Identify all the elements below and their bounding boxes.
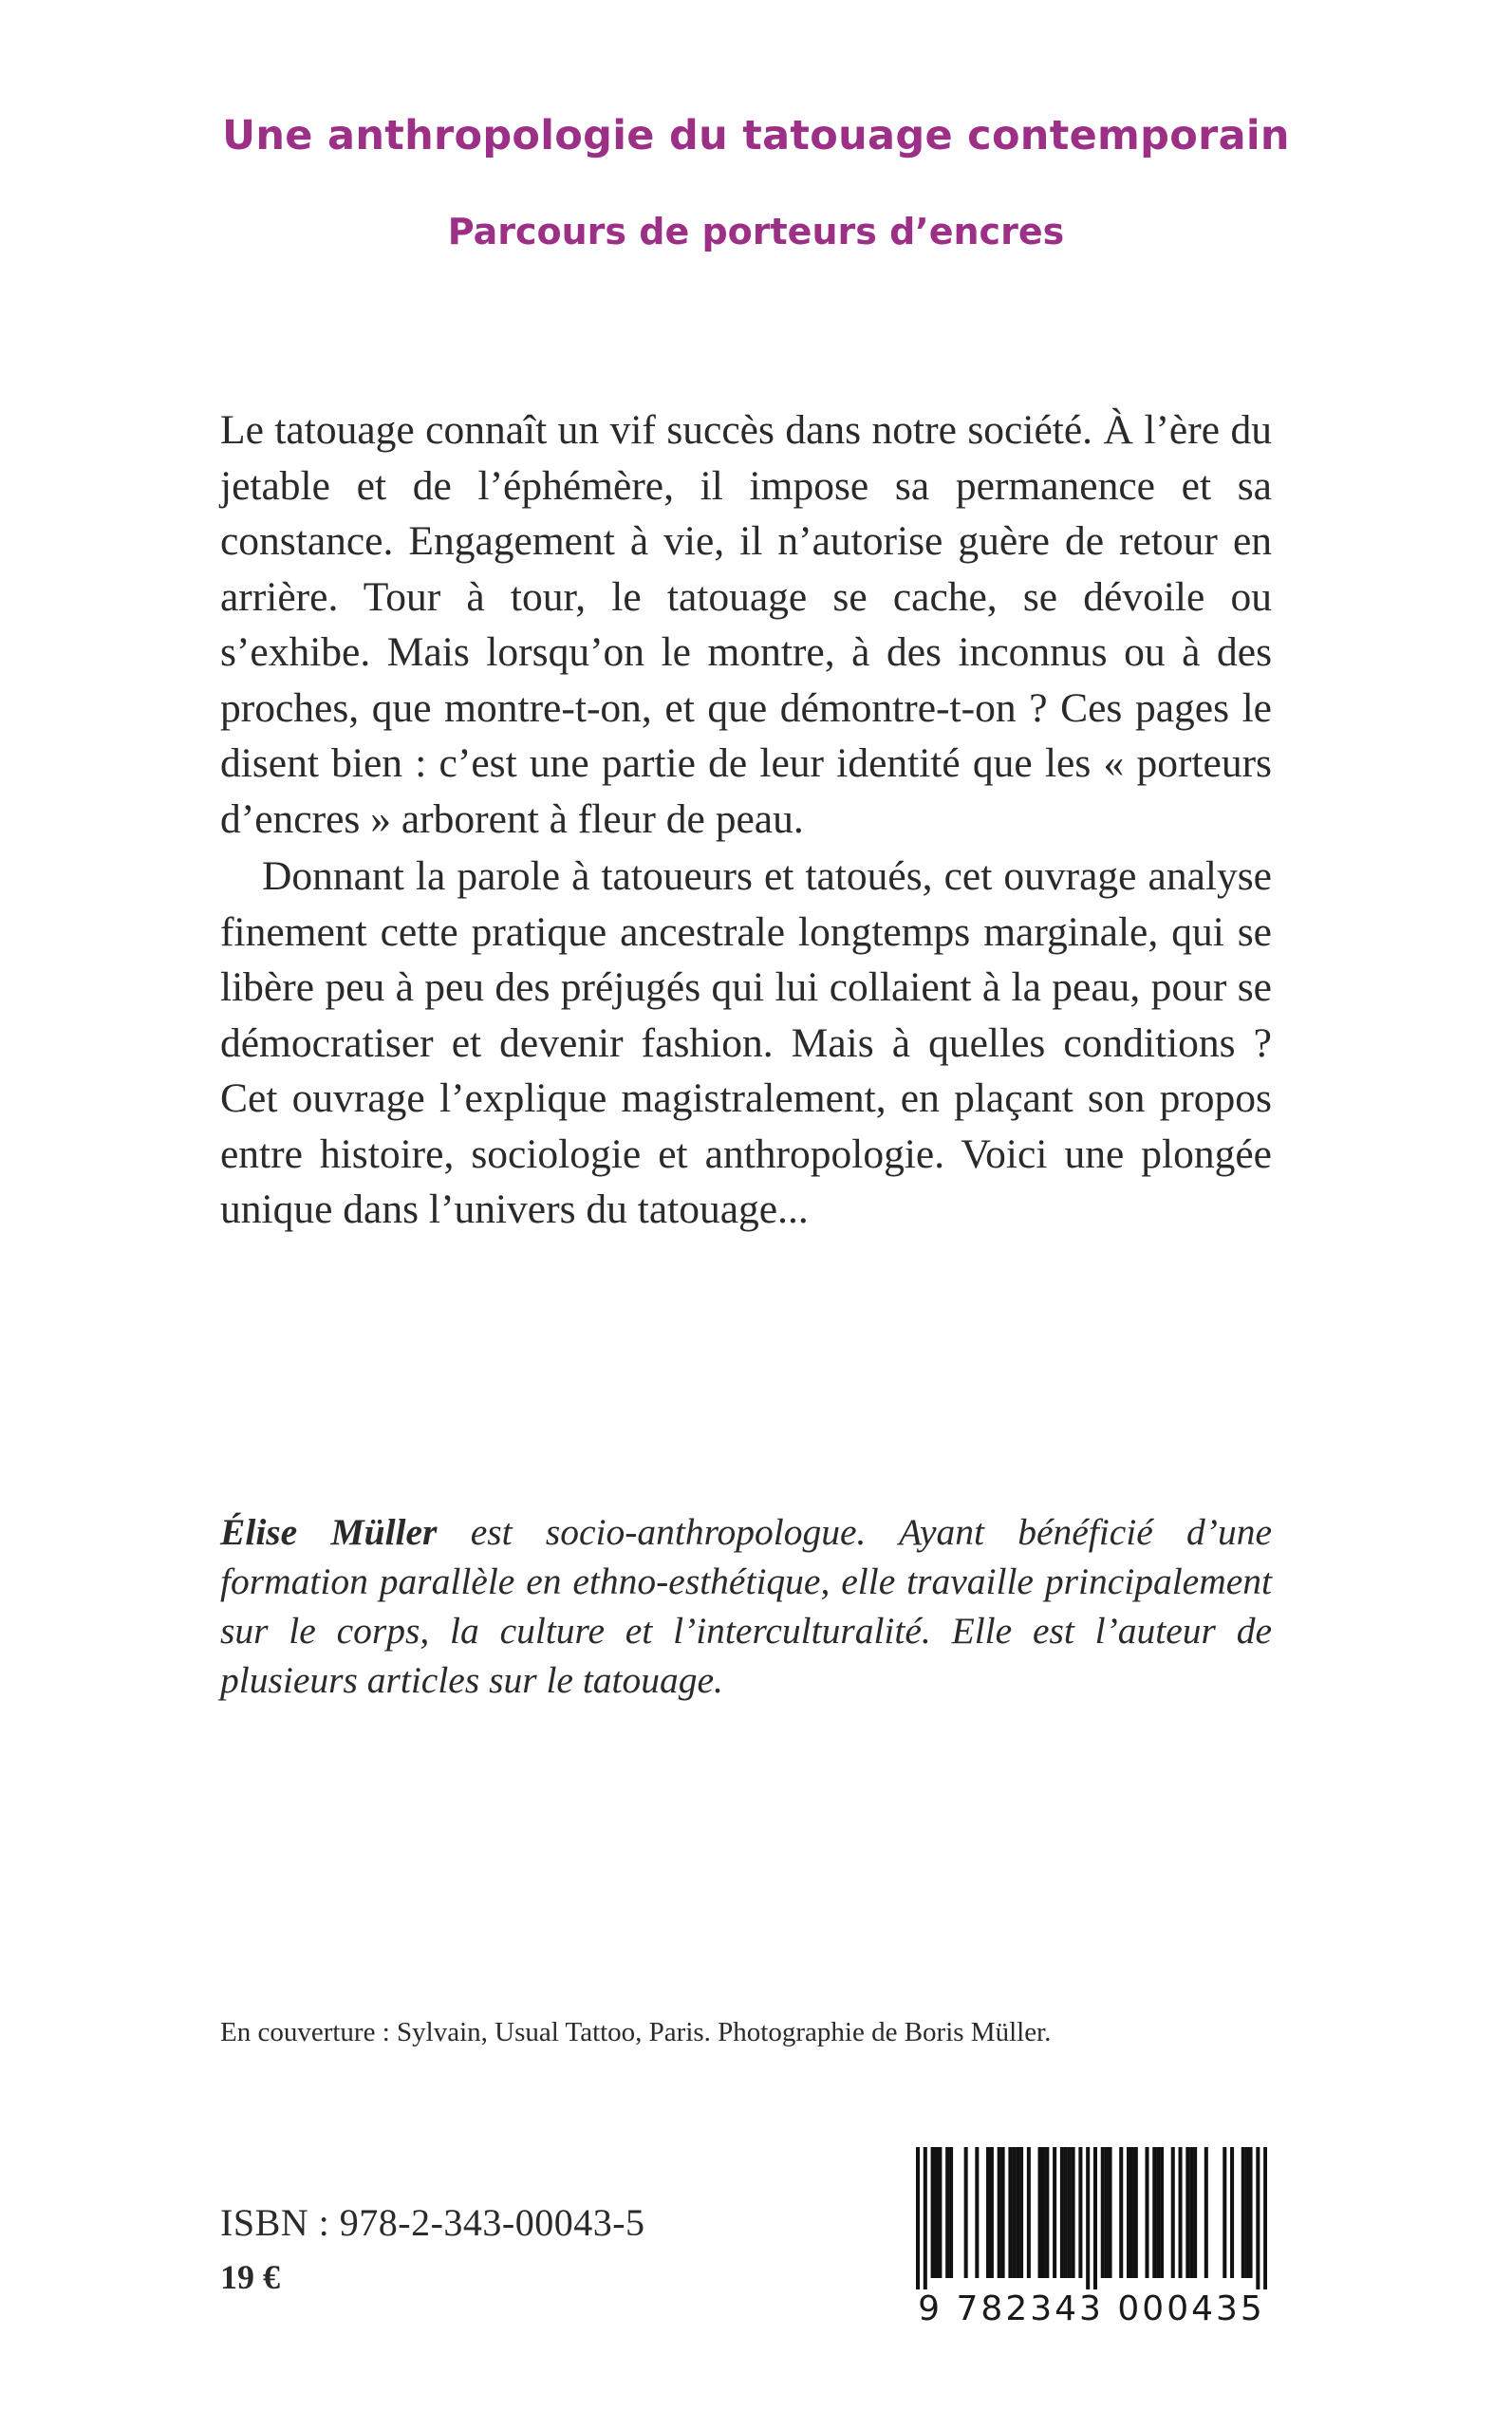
back-cover-blurb xyxy=(220,402,1272,1238)
barcode-bar xyxy=(1012,2147,1016,2278)
barcode-bar xyxy=(986,2147,990,2278)
barcode-bar xyxy=(931,2147,935,2278)
barcode-bar xyxy=(990,2147,994,2278)
barcode-bar xyxy=(1223,2147,1226,2278)
isbn: ISBN : 978-2-343-00043-5 xyxy=(220,2201,645,2244)
barcode-guard-bar xyxy=(1263,2147,1267,2289)
barcode-bar xyxy=(1101,2147,1105,2278)
barcode-bar xyxy=(1109,2147,1112,2278)
barcode-guard-bar xyxy=(916,2147,920,2289)
author-name: Élise Müller xyxy=(220,1511,438,1553)
barcode-bar xyxy=(1152,2147,1156,2278)
barcode-bar xyxy=(1249,2147,1253,2278)
barcode-guard-bar xyxy=(1086,2147,1090,2289)
barcode-bar xyxy=(1130,2147,1134,2278)
blurb-paragraph-2: Donnant la parole à tatoueurs et tatoués, cet ouvrage analyse finement cette pratique ancestrale longtemps marginale, qui se libère peu à peu des préjugés qui lui collaient à la peau, pour se démocratiser et devenir fashion. Mais à quelles conditions ? Cet ouvrage l’explique magistralement, en plaçant son propos entre histoire, sociologie et anthropologie. Voici une plongée unique dans l’univers du tatouage... xyxy=(220,853,1272,1232)
barcode-bar xyxy=(945,2147,949,2278)
barcode-bar xyxy=(1245,2147,1249,2278)
barcode-bar xyxy=(1127,2147,1130,2278)
barcode-bar xyxy=(1145,2147,1148,2278)
author-bio-text: est socio-anthropologue. Ayant bénéficié d’une formation parallèle en ethno-esthétique, elle travaille principalement sur le corps, la culture et l’interculturalité. Elle est l’auteur de plusieurs articles sur le tatouage. xyxy=(220,1511,1272,1701)
barcode-icon xyxy=(916,2147,1267,2345)
barcode-bar xyxy=(1045,2147,1049,2278)
cover-credit: En couverture : Sylvain, Usual Tattoo, Paris. Photographie de Boris Müller. xyxy=(220,2017,1052,2047)
barcode-bar xyxy=(975,2147,979,2278)
barcode-bar xyxy=(1019,2147,1023,2278)
barcode-bar xyxy=(938,2147,942,2278)
barcode-bar xyxy=(1041,2147,1045,2278)
barcode-bar xyxy=(1193,2147,1197,2278)
barcode-bar xyxy=(1008,2147,1012,2278)
barcode-digits: 9 782343 000435 xyxy=(918,2289,1265,2328)
barcode-bar xyxy=(1204,2147,1208,2278)
book-title: Une anthropologie du tatouage contemporain xyxy=(222,112,1290,159)
barcode-bar xyxy=(1171,2147,1175,2278)
barcode-bar xyxy=(1016,2147,1019,2278)
barcode-bar xyxy=(1105,2147,1109,2278)
barcode-bar xyxy=(1064,2147,1068,2278)
barcode-bars xyxy=(916,2147,1267,2289)
barcode-bar xyxy=(1027,2147,1031,2278)
book-subtitle: Parcours de porteurs d’encres xyxy=(447,211,1065,252)
barcode-bar xyxy=(1078,2147,1082,2278)
barcode-bar xyxy=(1189,2147,1193,2278)
author-bio xyxy=(220,1507,1272,1705)
barcode-bar xyxy=(1001,2147,1005,2278)
barcode-bar xyxy=(1160,2147,1164,2278)
barcode-bar xyxy=(1072,2147,1075,2278)
barcode-guard-bar xyxy=(924,2147,927,2289)
barcode-bar xyxy=(1156,2147,1160,2278)
barcode-bar xyxy=(1068,2147,1072,2278)
barcode-bar xyxy=(1241,2147,1245,2278)
price: 19 € xyxy=(220,2258,280,2296)
barcode-bar xyxy=(1134,2147,1138,2278)
barcode-bar xyxy=(1053,2147,1056,2278)
barcode-bar xyxy=(1038,2147,1042,2278)
blurb-paragraph-1: Le tatouage connaît un vif succès dans notre société. À l’ère du jetable et de l’éphémère, il impose sa permanence et sa constance. Engagement à vie, il n’autorise guère de retour en arrière. Tour à tour, le tatouage se cache, se dévoile ou s’exhibe. Mais lorsqu’on le montre, à des inconnus ou à des proches, que montre-t-on, et que démontre-t-on ? Ces pages le disent bien : c’est une partie de leur identité que les « porteurs d’encres » arborent à fleur de peau. xyxy=(220,407,1272,842)
barcode-bar xyxy=(1230,2147,1234,2278)
barcode-bar xyxy=(934,2147,938,2278)
barcode-bar xyxy=(998,2147,1001,2278)
barcode-bar xyxy=(1060,2147,1064,2278)
barcode-bar xyxy=(949,2147,953,2278)
barcode-bar xyxy=(964,2147,968,2278)
barcode-bar xyxy=(1179,2147,1183,2278)
barcode-bar xyxy=(1119,2147,1123,2278)
barcode-bar xyxy=(1185,2147,1189,2278)
barcode-guard-bar xyxy=(1093,2147,1097,2289)
barcode-guard-bar xyxy=(1256,2147,1260,2289)
